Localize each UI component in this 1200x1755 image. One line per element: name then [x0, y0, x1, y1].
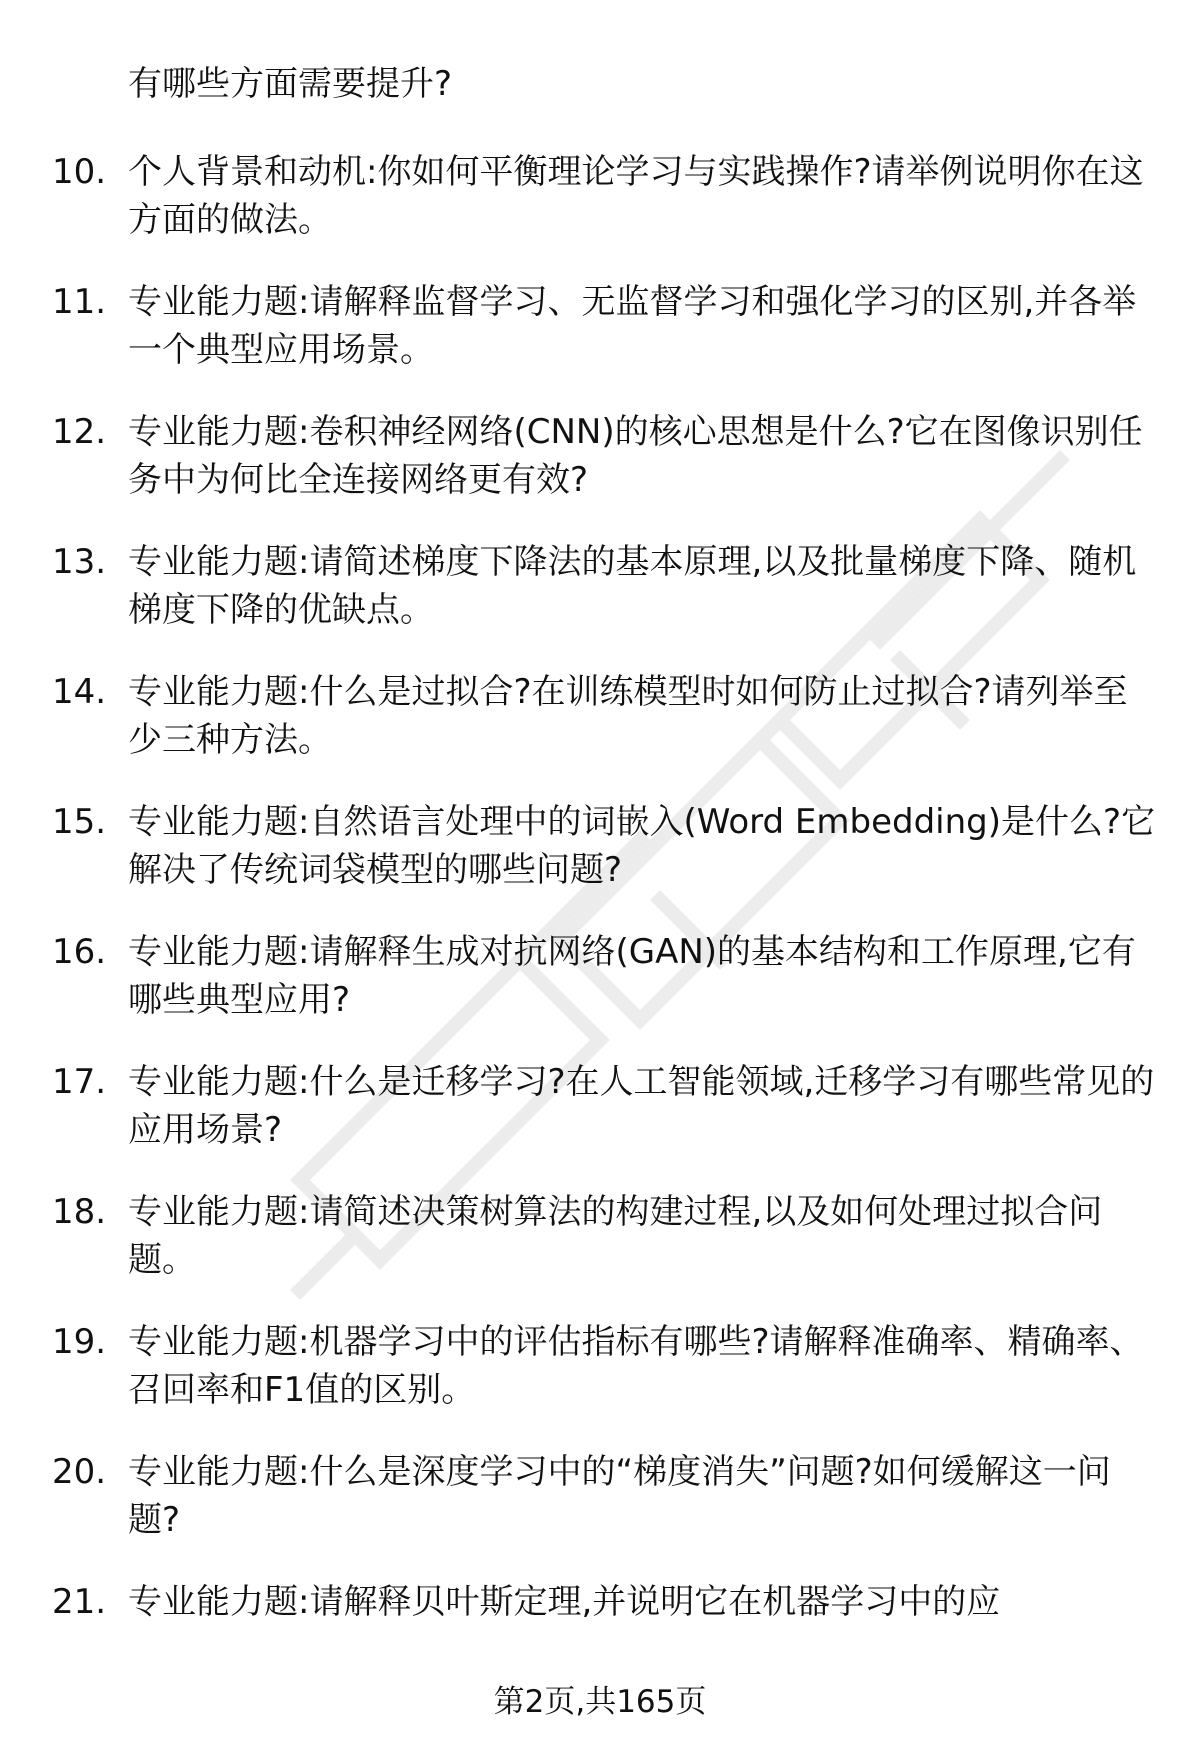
page-footer: 第2页,共165页	[493, 1684, 707, 1720]
question-text: 专业能力题:什么是深度学习中的“梯度消失”问题?如何缓解这一问题?	[128, 1452, 1111, 1540]
question-text: 专业能力题:自然语言处理中的词嵌入(Word Embedding)是什么?它解决了传统词袋模型的哪些问题?	[128, 802, 1156, 890]
continuation-line: 有哪些方面需要提升?	[128, 64, 453, 104]
question-number: 20.	[52, 1452, 107, 1492]
question-text: 专业能力题:机器学习中的评估指标有哪些?请解释准确率、精确率、召回率和F1值的区别。	[128, 1322, 1144, 1410]
question-text: 专业能力题:什么是过拟合?在训练模型时如何防止过拟合?请列举至少三种方法。	[128, 672, 1128, 760]
list-item	[0, 1448, 1200, 1578]
question-text: 个人背景和动机:你如何平衡理论学习与实践操作?请举例说明你在这方面的做法。	[128, 152, 1144, 240]
question-number: 13.	[52, 542, 107, 582]
question-number: 15.	[52, 802, 107, 842]
list-item	[0, 798, 1200, 928]
question-number: 18.	[52, 1192, 107, 1232]
list-item	[0, 1318, 1200, 1448]
question-list	[0, 148, 1200, 1708]
list-item	[0, 408, 1200, 538]
list-item	[0, 538, 1200, 668]
question-text: 专业能力题:请简述梯度下降法的基本原理,以及批量梯度下降、随机梯度下降的优缺点。	[128, 542, 1137, 630]
question-text: 专业能力题:请解释生成对抗网络(GAN)的基本结构和工作原理,它有哪些典型应用?	[128, 932, 1136, 1020]
list-item	[0, 278, 1200, 408]
question-number: 17.	[52, 1062, 107, 1102]
list-item	[0, 1058, 1200, 1188]
question-number: 10.	[52, 152, 107, 192]
question-number: 11.	[52, 282, 107, 322]
list-item	[0, 928, 1200, 1058]
question-text: 专业能力题:请解释监督学习、无监督学习和强化学习的区别,并各举一个典型应用场景。	[128, 282, 1137, 370]
list-item	[0, 668, 1200, 798]
question-number: 16.	[52, 932, 107, 972]
question-text: 专业能力题:请简述决策树算法的构建过程,以及如何处理过拟合问题。	[128, 1192, 1103, 1280]
question-text: 专业能力题:什么是迁移学习?在人工智能领域,迁移学习有哪些常见的应用场景?	[128, 1062, 1155, 1150]
question-number: 19.	[52, 1322, 107, 1362]
list-item	[0, 1188, 1200, 1318]
question-number: 12.	[52, 412, 107, 452]
list-item	[0, 148, 1200, 278]
question-number: 21.	[52, 1582, 107, 1622]
question-number: 14.	[52, 672, 107, 712]
question-text: 专业能力题:卷积神经网络(CNN)的核心思想是什么?它在图像识别任务中为何比全连接网络更有效?	[128, 412, 1143, 500]
question-text: 专业能力题:请解释贝叶斯定理,并说明它在机器学习中的应	[128, 1582, 1001, 1622]
